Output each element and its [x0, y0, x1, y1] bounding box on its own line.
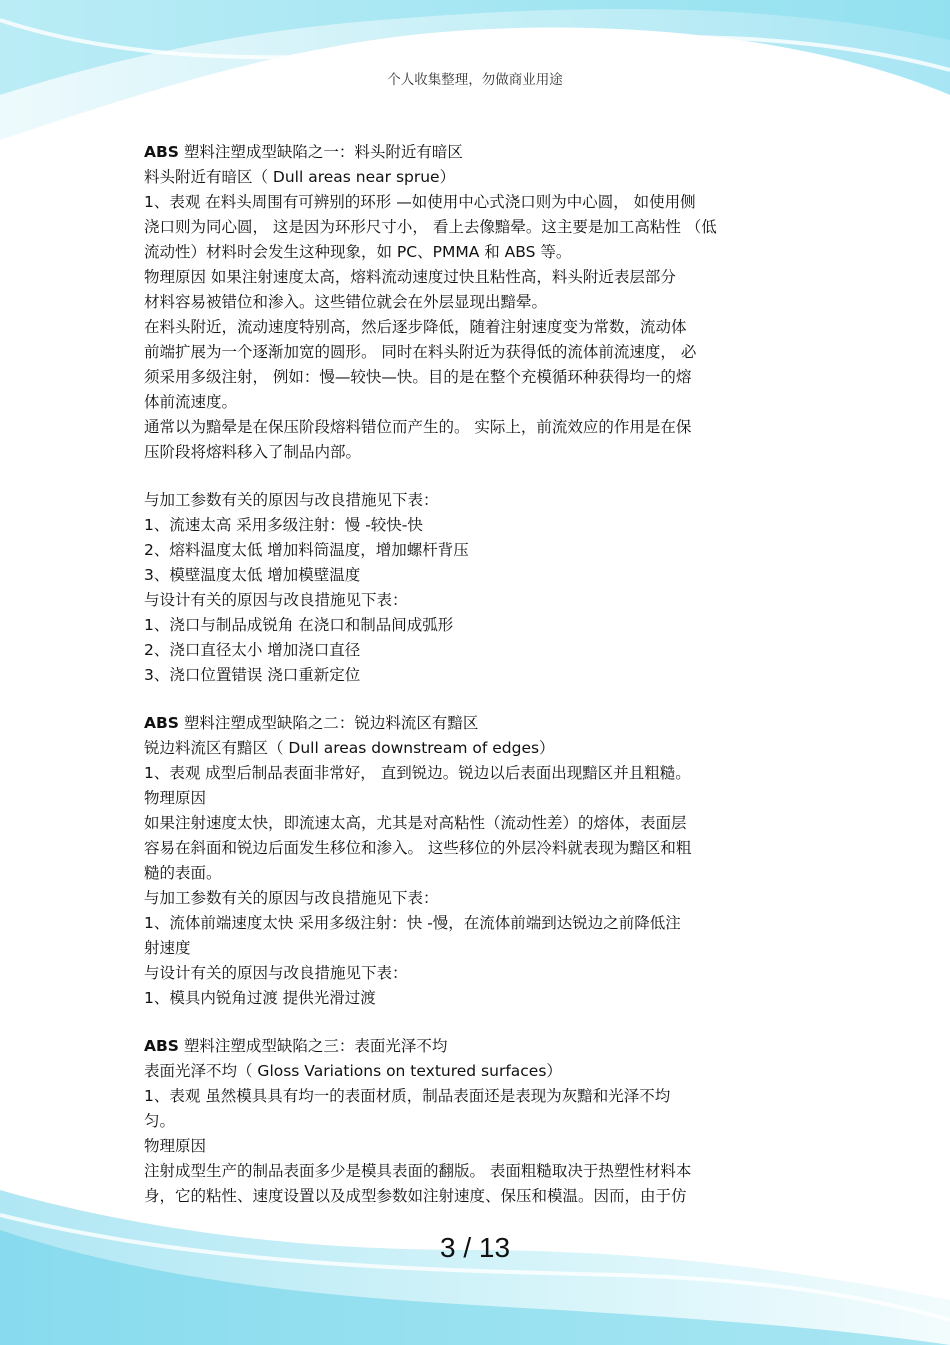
- text-line: [144, 488, 806, 513]
- section-title: [144, 140, 806, 165]
- text-line: [144, 613, 806, 638]
- header-note: 个人收集整理，勿做商业用途: [387, 72, 563, 88]
- line-text: 体前流速度。: [144, 393, 238, 411]
- line-text: 1、浇口与制品成锐角 在浇口和制品间成弧形: [144, 616, 454, 634]
- line-text: 塑料注塑成型缺陷之一：料头附近有暗区: [178, 143, 463, 161]
- line-text: 与设计有关的原因与改良措施见下表：: [144, 591, 408, 609]
- line-text: 糙的表面。: [144, 864, 222, 882]
- text-line: [144, 836, 806, 861]
- line-text: 1、模具内锐角过渡 提供光滑过渡: [144, 989, 376, 1007]
- line-text: 匀。: [144, 1112, 176, 1130]
- line-text: 1、表观 虽然模具具有均一的表面材质，制品表面还是表现为灰黯和光泽不均: [144, 1087, 671, 1105]
- line-text: 1、表观 在料头周围有可辨别的环形 —如使用中心式浇口则为中心圆， 如使用侧: [144, 193, 696, 211]
- text-line: [144, 588, 806, 613]
- text-line: [144, 861, 806, 886]
- line-text: 物理原因: [144, 1137, 207, 1155]
- text-line: [144, 1184, 806, 1209]
- text-line: [144, 1134, 806, 1159]
- line-text: 1、表观 成型后制品表面非常好， 直到锐边。锐边以后表面出现黯区并且粗糙。: [144, 764, 691, 782]
- text-line: [144, 936, 806, 961]
- text-line: [144, 663, 806, 688]
- text-line: [144, 563, 806, 588]
- text-line: [144, 1109, 806, 1134]
- text-line: [144, 340, 806, 365]
- line-text: 通常以为黯晕是在保压阶段熔料错位而产生的。 实际上，前流效应的作用是在保: [144, 418, 692, 436]
- text-line: [144, 1059, 806, 1084]
- line-text: 与加工参数有关的原因与改良措施见下表：: [144, 491, 439, 509]
- text-line: [144, 1084, 806, 1109]
- paragraph-gap: [144, 688, 806, 711]
- text-line: [144, 415, 806, 440]
- line-text: 2、浇口直径太小 增加浇口直径: [144, 641, 361, 659]
- paragraph-gap: [144, 1011, 806, 1034]
- text-line: [144, 513, 806, 538]
- line-text: 容易在斜面和锐边后面发生移位和渗入。 这些移位的外层冷料就表现为黯区和粗: [144, 839, 692, 857]
- text-line: [144, 961, 806, 986]
- line-text: 与加工参数有关的原因与改良措施见下表：: [144, 889, 439, 907]
- document-body: [144, 140, 806, 1209]
- text-line: [144, 290, 806, 315]
- text-line: [144, 190, 806, 215]
- line-text: 注射成型生产的制品表面多少是模具表面的翻版。 表面粗糙取决于热塑性材料本: [144, 1162, 692, 1180]
- text-line: [144, 240, 806, 265]
- line-text: 塑料注塑成型缺陷之三：表面光泽不均: [178, 1037, 448, 1055]
- page-number: 3 / 13: [439, 1232, 511, 1263]
- section-title: [144, 1034, 806, 1059]
- line-text: 浇口则为同心圆， 这是因为环形尺寸小， 看上去像黯晕。这主要是加工高粘性 （低: [144, 218, 717, 236]
- text-line: [144, 886, 806, 911]
- line-text: 塑料注塑成型缺陷之二：锐边料流区有黯区: [178, 714, 479, 732]
- line-text: 压阶段将熔料移入了制品内部。: [144, 443, 362, 461]
- paragraph-gap: [144, 465, 806, 488]
- text-line: [144, 736, 806, 761]
- line-text: 1、流速太高 采用多级注射：慢 -较快-快: [144, 516, 423, 534]
- text-line: [144, 315, 806, 340]
- text-line: [144, 390, 806, 415]
- text-line: [144, 265, 806, 290]
- text-line: [144, 1159, 806, 1184]
- line-text: 3、模壁温度太低 增加模壁温度: [144, 566, 361, 584]
- line-text: 须采用多级注射， 例如：慢—较快—快。目的是在整个充模循环种获得均一的熔: [144, 368, 692, 386]
- line-text: 物理原因 如果注射速度太高，熔料流动速度过快且粘性高，料头附近表层部分: [144, 268, 676, 286]
- line-text: 表面光泽不均（ Gloss Variations on textured surfaces）: [144, 1062, 562, 1080]
- text-line: [144, 365, 806, 390]
- line-text: 1、流体前端速度太快 采用多级注射：快 -慢，在流体前端到达锐边之前降低注: [144, 914, 681, 932]
- text-line: [144, 911, 806, 936]
- line-text: 身，它的粘性、速度设置以及成型参数如注射速度、保压和模温。因而，由于仿: [144, 1187, 687, 1205]
- section-title-prefix: ABS: [144, 714, 179, 732]
- line-text: 与设计有关的原因与改良措施见下表：: [144, 964, 408, 982]
- text-line: [144, 761, 806, 786]
- text-line: [144, 786, 806, 811]
- line-text: 流动性）材料时会发生这种现象，如 PC、PMMA 和 ABS 等。: [144, 243, 572, 261]
- line-text: 锐边料流区有黯区（ Dull areas downstream of edges）: [144, 739, 555, 757]
- line-text: 如果注射速度太快，即流速太高，尤其是对高粘性（流动性差）的熔体，表面层: [144, 814, 687, 832]
- text-line: [144, 638, 806, 663]
- section-title-prefix: ABS: [144, 1037, 179, 1055]
- line-text: 前端扩展为一个逐渐加宽的圆形。 同时在料头附近为获得低的流体前流速度， 必: [144, 343, 697, 361]
- line-text: 3、浇口位置错误 浇口重新定位: [144, 666, 361, 684]
- line-text: 料头附近有暗区（ Dull areas near sprue）: [144, 168, 456, 186]
- text-line: [144, 811, 806, 836]
- line-text: 材料容易被错位和渗入。这些错位就会在外层显现出黯晕。: [144, 293, 548, 311]
- line-text: 物理原因: [144, 789, 207, 807]
- line-text: 在料头附近，流动速度特别高，然后逐步降低，随着注射速度变为常数，流动体: [144, 318, 687, 336]
- line-text: 2、熔料温度太低 增加料筒温度，增加螺杆背压: [144, 541, 469, 559]
- line-text: 射速度: [144, 939, 191, 957]
- text-line: [144, 440, 806, 465]
- text-line: [144, 538, 806, 563]
- text-line: [144, 986, 806, 1011]
- text-line: [144, 165, 806, 190]
- text-line: [144, 215, 806, 240]
- section-title: [144, 711, 806, 736]
- section-title-prefix: ABS: [144, 143, 179, 161]
